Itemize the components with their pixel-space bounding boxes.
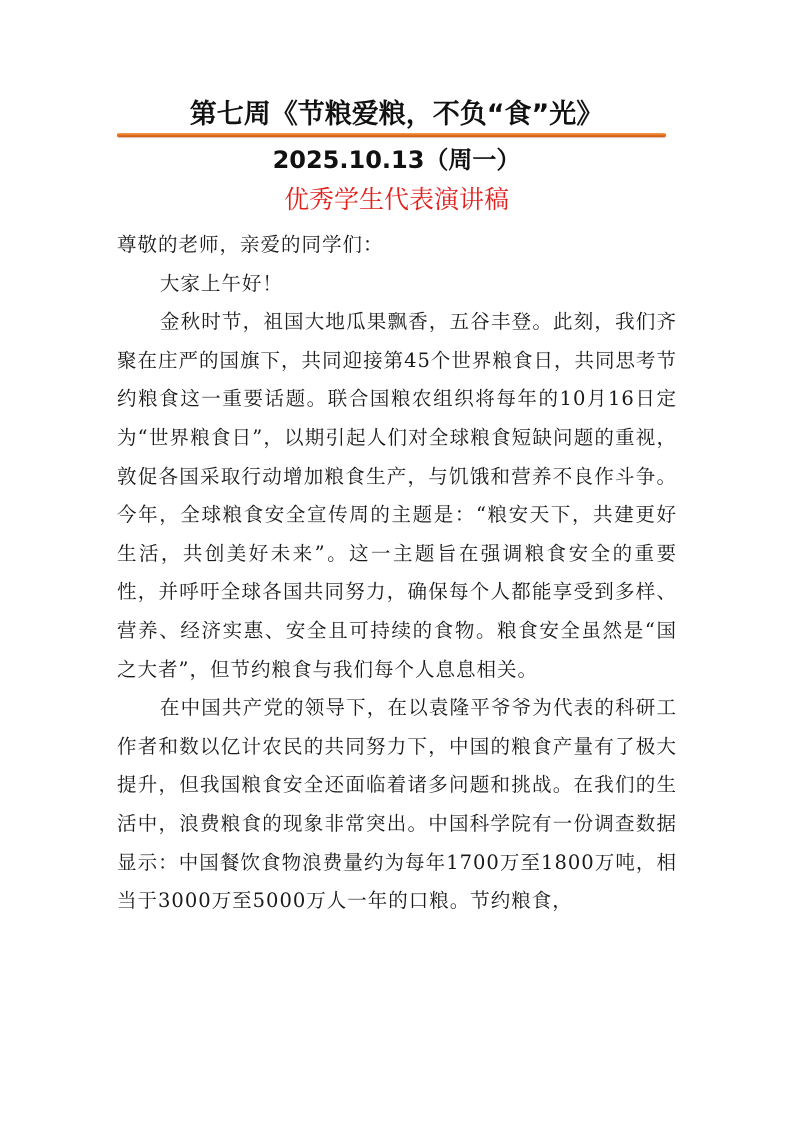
salutation: 尊敬的老师，亲爱的同学们：	[117, 233, 384, 256]
speech-body	[117, 226, 677, 921]
paragraph-world-food-day: 金秋时节，祖国大地瓜果飘香，五谷丰登。此刻，我们齐聚在庄严的国旗下，共同迎接第45个世界粮食日，共同思考节约粮食这一重要话题。联合国粮农组织将每年的10月16日定为“世界粮食日”，以期引起人们对全球粮食短缺问题的重视，敦促各国采取行动增加粮食生产，与饥饿和营养不良作斗争。今年，全球粮食安全宣传周的主题是：“粮安天下，共建更好生活，共创美好未来”。这一主题旨在强调粮食安全的重要性，并呼吁全球各国共同努力，确保每个人都能享受到多样、营养、经济实惠、安全且可持续的食物。粮食安全虽然是“国之大者”，但节约粮食与我们每个人息息相关。	[117, 310, 677, 681]
paragraph-food-security: 在中国共产党的领导下，在以袁隆平爷爷为代表的科研工作者和数以亿计农民的共同努力下，中国的粮食产量有了极大提升，但我国粮食安全还面临着诸多问题和挑战。在我们的生活中，浪费粮食的现象非常突出。中国科学院有一份调查数据显示：中国餐饮食物浪费量约为每年1700万至1800万吨，相当于3000万至5000万人一年的口粮。节约粮食，	[117, 696, 677, 913]
document-title: 第七周《节粮爱粮，不负“食”光》	[189, 99, 604, 130]
document-subtitle: 优秀学生代表演讲稿	[283, 185, 509, 214]
title-divider	[117, 133, 666, 137]
paragraph-greeting: 大家上午好！	[159, 271, 283, 295]
document-date: 2025.10.13（周一）	[272, 146, 521, 174]
